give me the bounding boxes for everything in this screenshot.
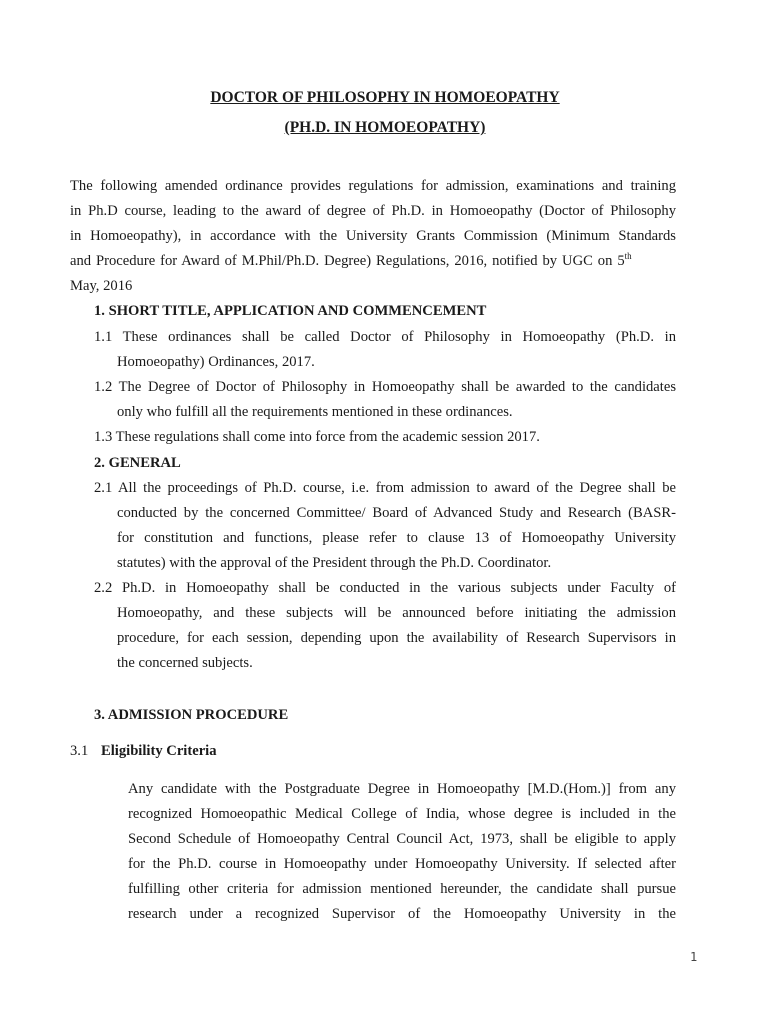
doc-subtitle: (PH.D. IN HOMOEOPATHY) — [284, 119, 486, 136]
intro-line: The following amended ordinance provides regulations for admission, examinations and training — [70, 178, 676, 194]
section-heading: 2. GENERAL — [94, 455, 181, 471]
page-number: 1 — [690, 950, 698, 964]
paragraph-line: 1.1 These ordinances shall be called Doctor of Philosophy in Homoeopathy (Ph.D. in — [94, 329, 676, 345]
paragraph-line: Homoeopathy, and these subjects will be announced before initiating the admission — [117, 605, 676, 621]
paragraph-line: 2.2 Ph.D. in Homoeopathy shall be conducted in the various subjects under Faculty of — [94, 580, 676, 596]
paragraph-line: research under a recognized Supervisor of the Homoeopathy University in the — [128, 906, 676, 922]
intro-line: May, 2016 — [70, 278, 133, 294]
intro-line: in Ph.D course, leading to the award of degree of Ph.D. in Homoeopathy (Doctor of Philosophy — [70, 203, 676, 219]
subsection-title: Eligibility Criteria — [101, 743, 217, 759]
paragraph-line: for the Ph.D. course in Homoeopathy under Homoeopathy University. If selected after — [128, 856, 676, 872]
paragraph-line: for constitution and functions, please refer to clause 13 of Homoeopathy University — [117, 530, 676, 546]
paragraph-line: procedure, for each session, depending upon the availability of Research Supervisors in — [117, 630, 676, 646]
paragraph-line: recognized Homoeopathic Medical College of India, whose degree is included in the — [128, 806, 676, 822]
paragraph-line: 1.3 These regulations shall come into force from the academic session 2017. — [94, 429, 540, 445]
intro-line-text: and Procedure for Award of M.Phil/Ph.D. Degree) Regulations, 2016, notified by UGC on 5 — [70, 253, 625, 269]
paragraph-line: fulfilling other criteria for admission mentioned hereunder, the candidate shall pursue — [128, 881, 676, 897]
superscript: th — [624, 251, 632, 262]
paragraph-line: statutes) with the approval of the President through the Ph.D. Coordinator. — [117, 555, 552, 571]
paragraph-line: 1.2 The Degree of Doctor of Philosophy in Homoeopathy shall be awarded to the candidates — [94, 379, 676, 395]
section-heading: 3. ADMISSION PROCEDURE — [94, 707, 289, 723]
paragraph-line: conducted by the concerned Committee/ Board of Advanced Study and Research (BASR- — [117, 505, 676, 521]
paragraph-line: Second Schedule of Homoeopathy Central Council Act, 1973, shall be eligible to apply — [128, 831, 676, 847]
paragraph-line: the concerned subjects. — [117, 655, 253, 671]
doc-title: DOCTOR OF PHILOSOPHY IN HOMOEOPATHY — [210, 89, 560, 106]
intro-line: in Homoeopathy), in accordance with the University Grants Commission (Minimum Standards — [70, 228, 676, 244]
subsection-number: 3.1 — [70, 743, 89, 759]
paragraph-line: only who fulfill all the requirements mentioned in these ordinances. — [117, 404, 513, 420]
intro-line — [70, 252, 676, 270]
paragraph-line: 2.1 All the proceedings of Ph.D. course, i.e. from admission to award of the Degree shall be — [94, 480, 676, 496]
section-heading: 1. SHORT TITLE, APPLICATION AND COMMENCEMENT — [94, 303, 487, 319]
paragraph-line: Any candidate with the Postgraduate Degree in Homoeopathy [M.D.(Hom.)] from any — [128, 781, 676, 797]
paragraph-line: Homoeopathy) Ordinances, 2017. — [117, 354, 315, 370]
